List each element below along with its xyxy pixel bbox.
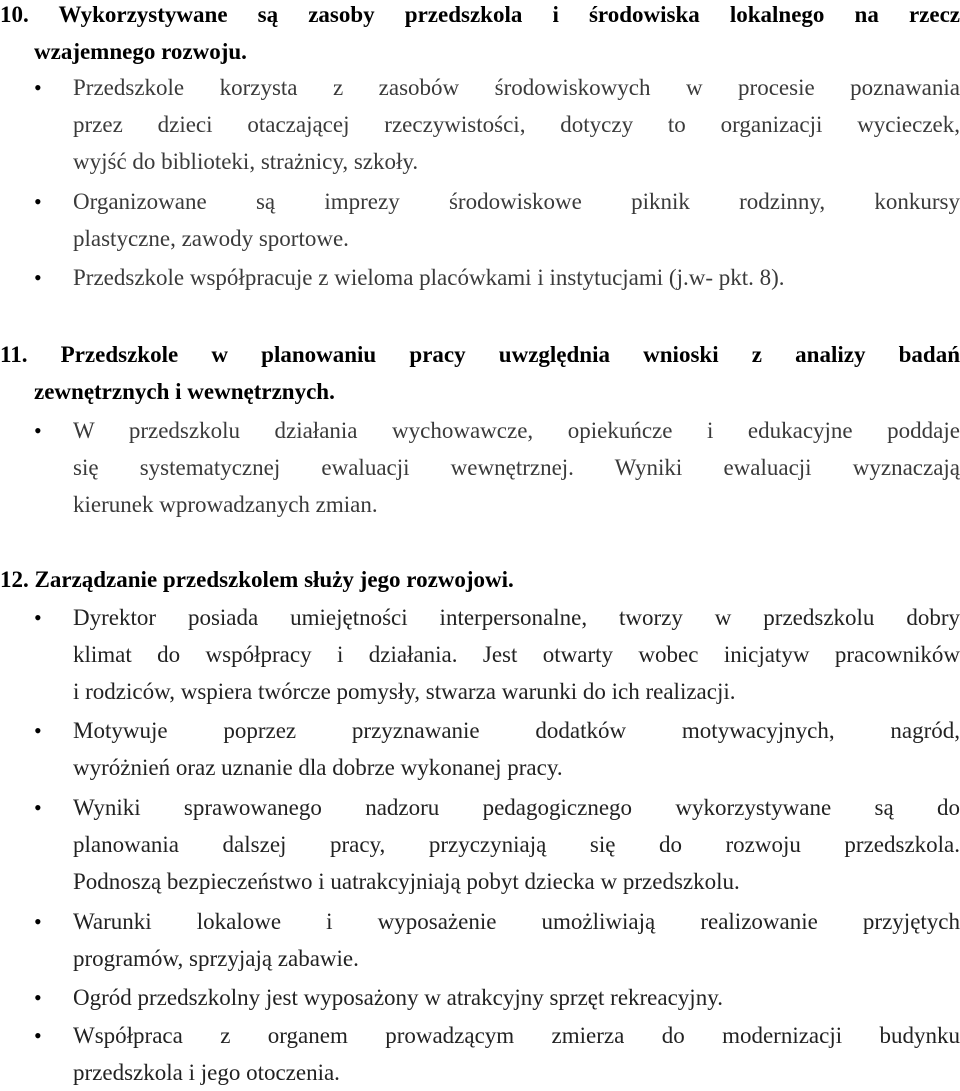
section-12-heading bbox=[0, 561, 960, 598]
heading-line: 10. Wykorzystywane są zasoby przedszkola i środowiska lokalnego na rzecz bbox=[0, 2, 960, 27]
list-item-line: Przedszkole korzysta z zasobów środowiskowych w procesie poznawania bbox=[73, 75, 960, 100]
list-item-line: wyróżnień oraz uznanie dla dobrze wykonanej pracy. bbox=[73, 755, 563, 780]
list-item-line: plastyczne, zawody sportowe. bbox=[73, 226, 349, 251]
list-item-line: i rodziców, wspiera twórcze pomysły, stwarza warunki do ich realizacji. bbox=[73, 679, 736, 704]
list-item-line: programów, sprzyjają zabawie. bbox=[73, 946, 359, 971]
bullet-glyph: • bbox=[34, 718, 42, 743]
list-item-line: Warunki lokalowe i wyposażenie umożliwiają realizowanie przyjętych bbox=[73, 909, 960, 934]
section-11-heading bbox=[0, 336, 960, 410]
bullet-glyph: • bbox=[34, 795, 42, 820]
list-item-line: Dyrektor posiada umiejętności interpersonalne, tworzy w przedszkolu dobry bbox=[73, 605, 960, 630]
heading-line: 11. Przedszkole w planowaniu pracy uwzględnia wnioski z analizy badań bbox=[0, 342, 960, 367]
bullet-glyph: • bbox=[34, 75, 42, 100]
section-10-heading bbox=[0, 0, 960, 70]
bullet-glyph: • bbox=[34, 1023, 42, 1048]
list-item-line: przedszkola i jego otoczenia. bbox=[73, 1060, 340, 1085]
list-item-line: Współpraca z organem prowadzącym zmierza do modernizacji budynku bbox=[73, 1023, 960, 1048]
bullet-glyph: • bbox=[34, 985, 42, 1010]
bullet-glyph: • bbox=[34, 909, 42, 934]
bullet-glyph: • bbox=[34, 189, 42, 214]
list-item-line: się systematycznej ewaluacji wewnętrznej. Wyniki ewaluacji wyznaczają bbox=[73, 455, 960, 480]
list-item-line: Podnoszą bezpieczeństwo i uatrakcyjniają pobyt dziecka w przedszkolu. bbox=[73, 869, 740, 894]
list-item-line: Wyniki sprawowanego nadzoru pedagogicznego wykorzystywane są do bbox=[73, 795, 960, 820]
list-item-line: klimat do współpracy i działania. Jest otwarty wobec inicjatyw pracowników bbox=[73, 642, 960, 667]
heading-line: wzajemnego rozwoju. bbox=[34, 39, 247, 64]
list-item-line: Organizowane są imprezy środowiskowe piknik rodzinny, konkursy bbox=[73, 189, 960, 214]
bullet-glyph: • bbox=[34, 605, 42, 630]
list-item-line: kierunek wprowadzanych zmian. bbox=[73, 492, 378, 517]
list-item-line: planowania dalszej pracy, przyczyniają się do rozwoju przedszkola. bbox=[73, 832, 960, 857]
list-item-line: Ogród przedszkolny jest wyposażony w atrakcyjny sprzęt rekreacyjny. bbox=[73, 985, 723, 1010]
list-item-line: wyjść do biblioteki, strażnicy, szkoły. bbox=[73, 149, 419, 174]
list-item-line: Motywuje poprzez przyznawanie dodatków motywacyjnych, nagród, bbox=[73, 718, 960, 743]
list-item-line: Przedszkole współpracuje z wieloma placówkami i instytucjami (j.w- pkt. 8). bbox=[73, 265, 785, 290]
list-item-line: W przedszkolu działania wychowawcze, opiekuńcze i edukacyjne poddaje bbox=[73, 418, 960, 443]
bullet-glyph: • bbox=[34, 265, 42, 290]
heading-line: 12. Zarządzanie przedszkolem służy jego rozwojowi. bbox=[0, 567, 514, 592]
list-item-line: przez dzieci otaczającej rzeczywistości, dotyczy to organizacji wycieczek, bbox=[73, 112, 960, 137]
bullet-glyph: • bbox=[34, 418, 42, 443]
heading-line: zewnętrznych i wewnętrznych. bbox=[34, 379, 335, 404]
